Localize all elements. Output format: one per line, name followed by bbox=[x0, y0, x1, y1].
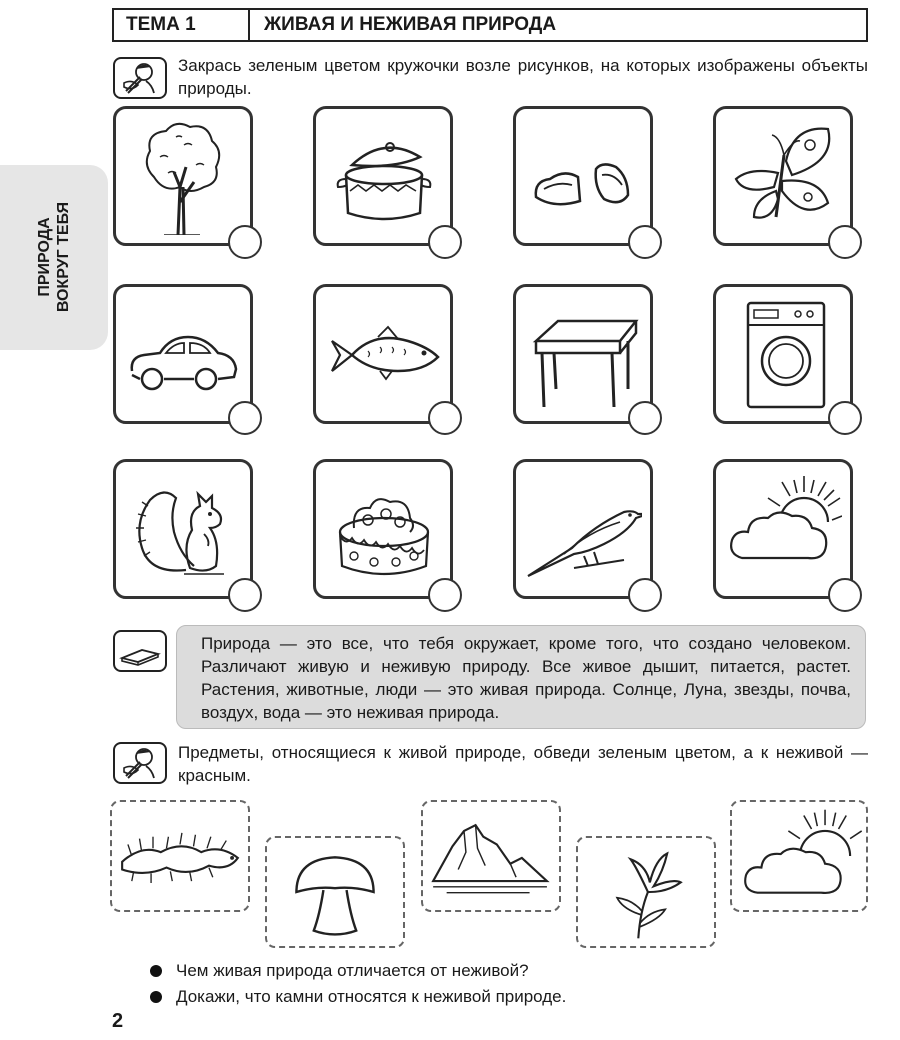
mushroom-icon bbox=[267, 838, 403, 946]
card-cake bbox=[313, 459, 453, 599]
mountains-icon bbox=[423, 802, 559, 910]
card-butterfly bbox=[713, 106, 853, 246]
card-sun-cloud bbox=[713, 459, 853, 599]
section-label: ПРИРОДА ВОКРУГ ТЕБЯ bbox=[36, 201, 72, 313]
info-definition-box: Природа — это все, что тебя окружает, кроме того, что создано человеком. Различают живую и неживую природу. Все живое дышит, питается, растет. Растения, животные, люди — это живая природа. Солнце, Луна, звезды, почва, воздух, вода — это неживая природа. bbox=[176, 625, 866, 729]
bullet-icon bbox=[150, 991, 162, 1003]
card-squirrel bbox=[113, 459, 253, 599]
answer-circle[interactable] bbox=[828, 401, 862, 435]
card-pot bbox=[313, 106, 453, 246]
task-pencil-icon bbox=[113, 57, 167, 99]
answer-circle[interactable] bbox=[428, 578, 462, 612]
car-icon bbox=[124, 295, 242, 413]
book-icon bbox=[113, 630, 167, 672]
answer-circle[interactable] bbox=[428, 401, 462, 435]
answer-circle[interactable] bbox=[628, 401, 662, 435]
card-washing-machine bbox=[713, 284, 853, 424]
card-bird bbox=[513, 459, 653, 599]
questions-list bbox=[150, 958, 566, 1010]
answer-circle[interactable] bbox=[628, 578, 662, 612]
task1-instruction: Закрась зеленым цветом кружочки возле рисунков, на которых изображены объекты природы. bbox=[178, 56, 868, 98]
tree-icon bbox=[124, 117, 242, 235]
answer-circle[interactable] bbox=[828, 225, 862, 259]
shoes-icon bbox=[524, 117, 642, 235]
answer-circle[interactable] bbox=[228, 401, 262, 435]
item-flower[interactable] bbox=[576, 836, 716, 948]
card-shoes bbox=[513, 106, 653, 246]
flower-icon bbox=[578, 838, 714, 946]
task-pencil-icon bbox=[113, 742, 167, 784]
card-table bbox=[513, 284, 653, 424]
topic-title: ЖИВАЯ И НЕЖИВАЯ ПРИРОДА bbox=[264, 14, 557, 35]
section-side-tab bbox=[0, 165, 108, 350]
page-number: 2 bbox=[112, 1010, 124, 1032]
butterfly-icon bbox=[724, 117, 842, 235]
card-fish bbox=[313, 284, 453, 424]
topic-header bbox=[112, 8, 868, 42]
answer-circle[interactable] bbox=[428, 225, 462, 259]
bullet-icon bbox=[150, 965, 162, 977]
topic-number: ТЕМА 1 bbox=[114, 10, 250, 40]
answer-circle[interactable] bbox=[828, 578, 862, 612]
question-item: Докажи, что камни относятся к неживой природе. bbox=[150, 984, 566, 1010]
table-icon bbox=[524, 295, 642, 413]
item-mushroom[interactable] bbox=[265, 836, 405, 948]
caterpillar-icon bbox=[112, 802, 248, 910]
sun-cloud-icon bbox=[724, 470, 842, 588]
card-car bbox=[113, 284, 253, 424]
answer-circle[interactable] bbox=[228, 225, 262, 259]
cake-icon bbox=[324, 470, 442, 588]
card-tree bbox=[113, 106, 253, 246]
answer-circle[interactable] bbox=[228, 578, 262, 612]
sun-cloud-icon bbox=[732, 802, 866, 910]
washing-machine-icon bbox=[724, 295, 842, 413]
task2-instruction: Предметы, относящиеся к живой природе, обведи зеленым цветом, а к неживой — красным. bbox=[178, 743, 868, 785]
pot-icon bbox=[324, 117, 442, 235]
item-caterpillar[interactable] bbox=[110, 800, 250, 912]
bird-icon bbox=[524, 470, 642, 588]
item-sun-cloud[interactable] bbox=[730, 800, 868, 912]
fish-icon bbox=[324, 295, 442, 413]
question-item: Чем живая природа отличается от неживой? bbox=[150, 958, 566, 984]
answer-circle[interactable] bbox=[628, 225, 662, 259]
item-mountains[interactable] bbox=[421, 800, 561, 912]
squirrel-icon bbox=[124, 470, 242, 588]
